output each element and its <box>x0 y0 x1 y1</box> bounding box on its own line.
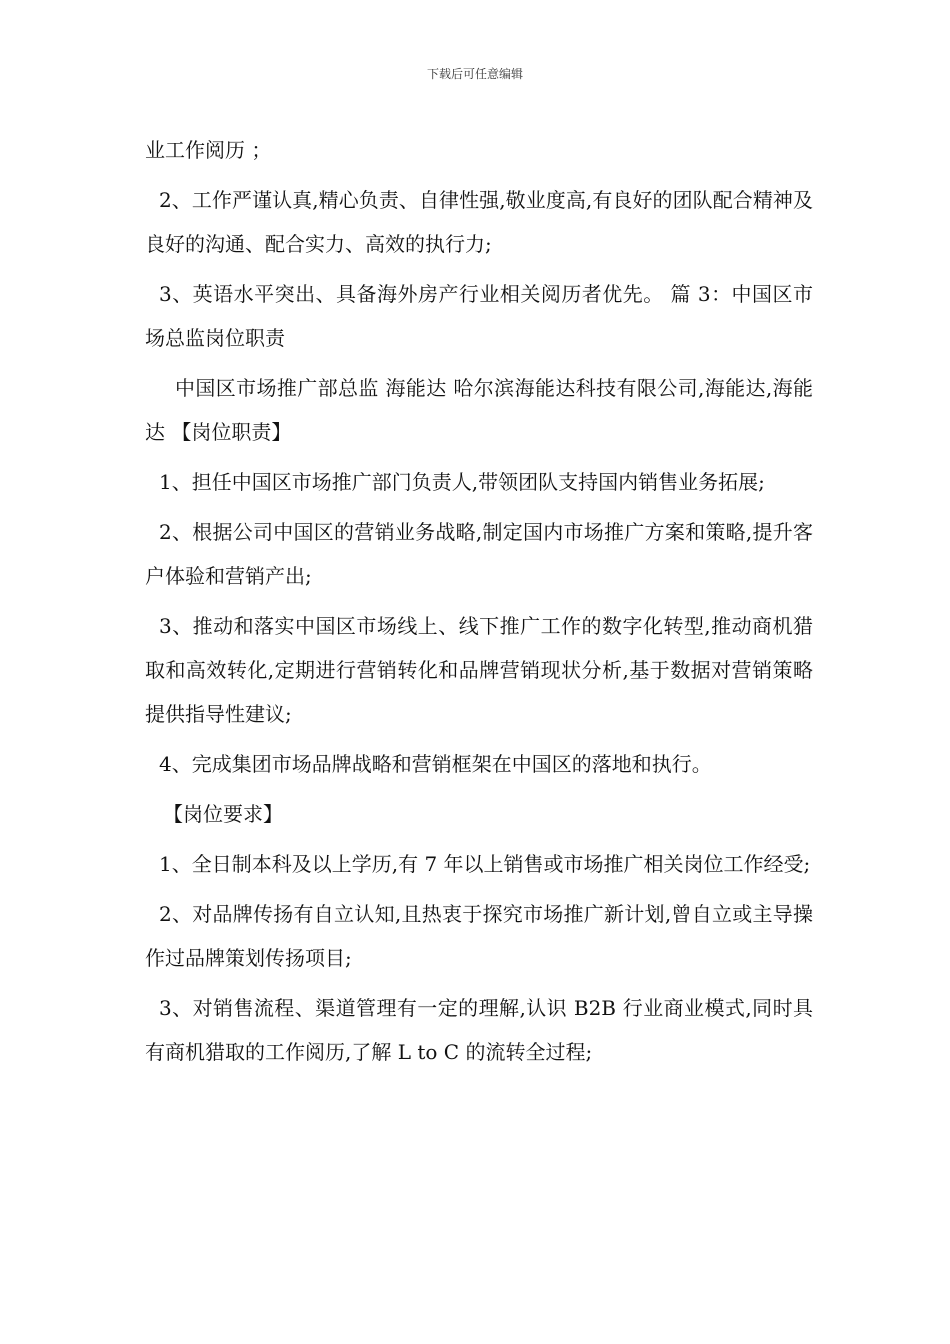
paragraph-req-1: 1、全日制本科及以上学历,有 7 年以上销售或市场推广相关岗位工作经受; <box>159 852 811 876</box>
document-body <box>145 128 813 1080</box>
paragraph-duty-3: 3、推动和落实中国区市场线上、线下推广工作的数字化转型,推动商机猎取和高效转化,定期进行营销转化和品牌营销现状分析,基于数据对营销策略提供指导性建议; <box>145 614 813 726</box>
paragraph-requirement-2: 2、工作严谨认真,精心负责、自律性强,敬业度高,有良好的团队配合精神及良好的沟通、配合实力、高效的执行力; <box>145 188 813 256</box>
section-heading-requirements: 【岗位要求】 <box>163 802 283 826</box>
paragraph-duty-4: 4、完成集团市场品牌战略和营销框架在中国区的落地和执行。 <box>159 752 712 776</box>
page-header-note: 下载后可任意编辑 <box>426 67 523 81</box>
paragraph-continuation: 业工作阅历 ； <box>145 138 272 162</box>
paragraph-job-intro: 中国区市场推广部总监 海能达 哈尔滨海能达科技有限公司,海能达,海能达 【岗位职责】 <box>145 376 813 444</box>
paragraph-req-3: 3、对销售流程、渠道管理有一定的理解,认识 B2B 行业商业模式,同时具有商机猎取的工作阅历,了解 L to C 的流转全过程; <box>145 996 813 1064</box>
paragraph-requirement-3-section-title: 3、英语水平突出、具备海外房产行业相关阅历者优先。 篇 3：中国区市场总监岗位职责 <box>145 282 813 350</box>
paragraph-duty-1: 1、担任中国区市场推广部门负责人,带领团队支持国内销售业务拓展; <box>159 470 765 494</box>
paragraph-duty-2: 2、根据公司中国区的营销业务战略,制定国内市场推广方案和策略,提升客户体验和营销产出; <box>145 520 813 588</box>
paragraph-req-2: 2、对品牌传扬有自立认知,且热衷于探究市场推广新计划,曾自立或主导操作过品牌策划传扬项目; <box>145 902 813 970</box>
